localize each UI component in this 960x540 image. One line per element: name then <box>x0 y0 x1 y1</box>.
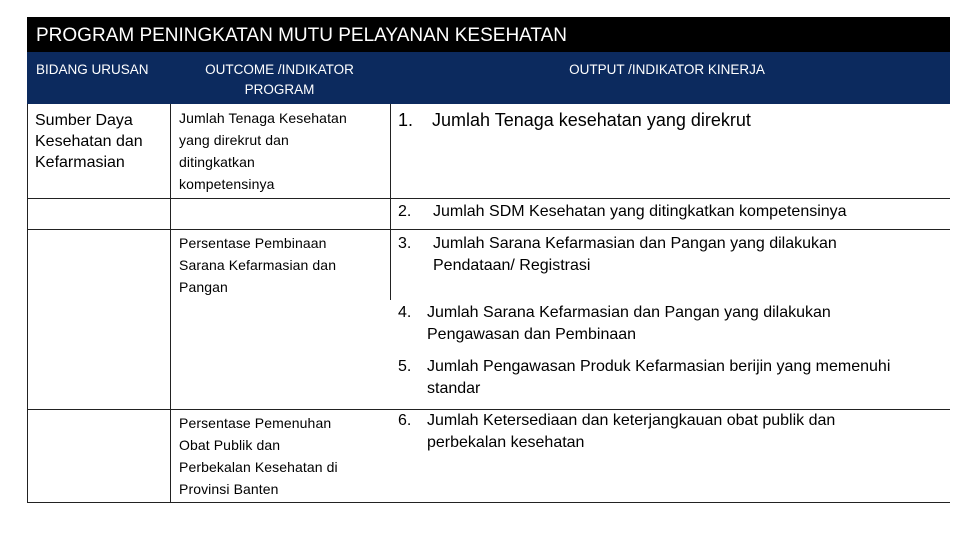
outcome-line: yang direkrut dan <box>179 132 289 148</box>
table-header <box>27 52 950 104</box>
bidang-line: Kefarmasian <box>35 154 125 171</box>
outcome-cell-3 <box>179 412 338 500</box>
output-number: 4. <box>398 304 412 321</box>
outcome-cell-1 <box>179 107 347 195</box>
bidang-urusan-cell <box>35 110 143 173</box>
output-number: 5. <box>398 358 412 375</box>
outcome-line: ditingkatkan <box>179 154 255 170</box>
table-row-divider-1 <box>27 198 950 199</box>
output-number: 1. <box>398 110 414 130</box>
bidang-line: Sumber Daya <box>35 112 133 129</box>
table-row-divider-2 <box>27 229 950 230</box>
output-text: Jumlah Pengawasan Produk Kefarmasian berijin yang memenuhi <box>427 358 891 375</box>
header-outcome-line2: PROGRAM <box>244 82 315 97</box>
outcome-line: Persentase Pembinaan <box>179 235 327 251</box>
output-text: standar <box>427 380 481 397</box>
outcome-line: Perbekalan Kesehatan di <box>179 459 338 475</box>
outcome-line: Provinsi Banten <box>179 481 279 497</box>
header-outcome-line1: OUTCOME /INDIKATOR <box>205 62 354 77</box>
outcome-line: kompetensinya <box>179 176 275 192</box>
outcome-line: Obat Publik dan <box>179 437 281 453</box>
outcome-line: Sarana Kefarmasian dan <box>179 257 337 273</box>
output-text: Jumlah Sarana Kefarmasian dan Pangan yang dilakukan <box>427 304 831 321</box>
bidang-line: Kesehatan dan <box>35 133 143 150</box>
table-border-left <box>27 104 28 502</box>
table-border-col2 <box>170 104 171 502</box>
page-title: PROGRAM PENINGKATAN MUTU PELAYANAN KESEHATAN <box>27 17 950 52</box>
output-number: 6. <box>398 412 412 429</box>
outcome-cell-2 <box>179 232 336 298</box>
header-bidang-urusan: BIDANG URUSAN <box>36 62 149 77</box>
table-border-bottom <box>27 502 950 503</box>
header-outcome <box>177 60 382 100</box>
outcome-line: Pangan <box>179 279 228 295</box>
output-number: 3. <box>398 235 412 252</box>
output-text: Jumlah SDM Kesehatan yang ditingkatkan kompetensinya <box>433 203 847 220</box>
outcome-line: Persentase Pemenuhan <box>179 415 332 431</box>
output-text: Jumlah Tenaga kesehatan yang direkrut <box>432 110 751 130</box>
output-text: Pengawasan dan Pembinaan <box>427 326 637 343</box>
output-text: Pendataan/ Registrasi <box>433 257 591 274</box>
output-number: 2. <box>398 203 412 220</box>
header-output: OUTPUT /INDIKATOR KINERJA <box>569 62 765 77</box>
outcome-line: Jumlah Tenaga Kesehatan <box>179 110 347 126</box>
table-border-col3 <box>390 104 391 300</box>
output-text: Jumlah Sarana Kefarmasian dan Pangan yang dilakukan <box>433 235 837 252</box>
output-text: Jumlah Ketersediaan dan keterjangkauan obat publik dan <box>427 412 836 429</box>
output-text: perbekalan kesehatan <box>427 434 585 451</box>
